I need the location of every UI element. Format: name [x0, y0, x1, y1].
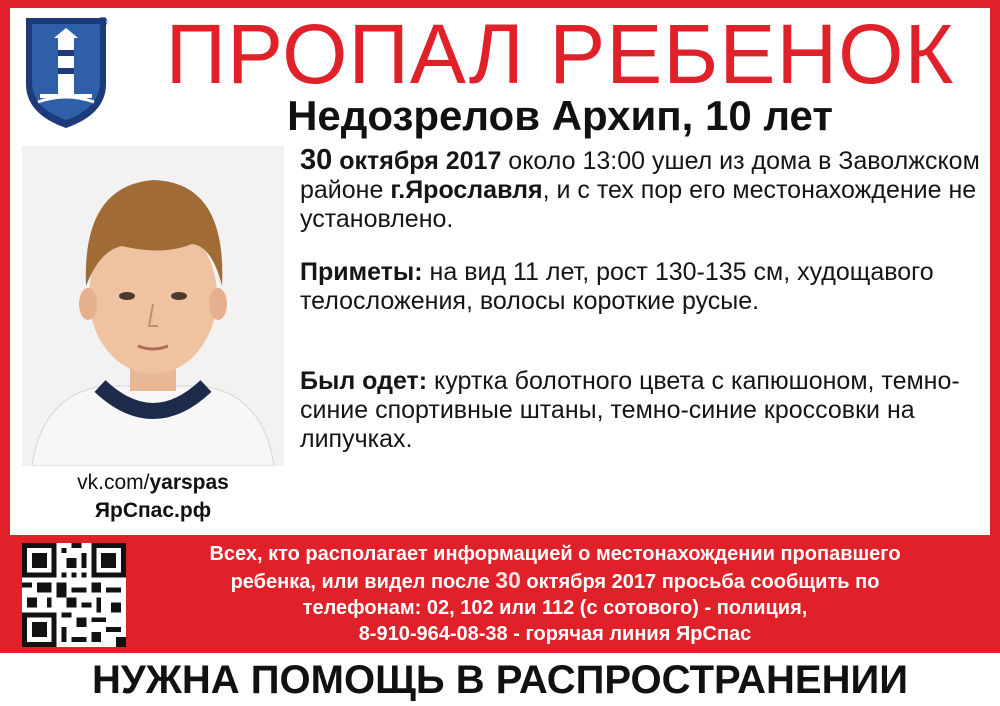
notice-day: 30	[495, 567, 521, 593]
notice-line-2b: октября 2017 просьба сообщить по	[520, 571, 880, 593]
vk-handle: yarspas	[149, 471, 229, 494]
disappearance-city: г.Ярославля	[390, 176, 543, 204]
clothing-label: Был одет:	[300, 367, 428, 395]
notice-line-1: Всех, кто располагает информацией о местонахождении пропавшего	[209, 543, 901, 565]
disappearance-paragraph	[300, 146, 980, 234]
child-name-age: Недозрелов Архип, 10 лет	[287, 92, 833, 139]
vk-prefix: vk.com/	[77, 471, 150, 494]
hotline-label: - горячая линия ЯрСпас	[507, 623, 752, 645]
website-link[interactable]: ЯрСпас.рф	[94, 499, 212, 522]
clothing-text: куртка болотного цвета с капюшоном, темно-синие спортивные штаны, темно-синие кроссовки на липучках.	[300, 367, 960, 453]
disappearance-text-a: около 13:00 ушел из дома в Заволжском районе	[300, 147, 980, 204]
notice-line-2a: ребенка, или видел после	[230, 571, 496, 593]
poster-headline: ПРОПАЛ РЕБЕНОК	[165, 7, 955, 101]
disappearance-month-year: октября 2017	[332, 147, 502, 175]
yarspas-logo	[18, 14, 114, 132]
notice-line-3: телефонам: 02, 102 или 112 (с сотового) - полиция,	[302, 597, 808, 619]
notice-line-2	[140, 567, 970, 595]
information-request	[140, 541, 970, 647]
disappearance-day: 30	[300, 144, 333, 176]
clothing-paragraph	[300, 367, 980, 454]
vk-link[interactable]	[22, 470, 284, 496]
copyright-mark: ©	[98, 14, 108, 29]
features-label: Приметы:	[300, 258, 423, 286]
child-photo	[22, 146, 284, 466]
qr-code[interactable]	[22, 543, 126, 647]
disappearance-text-b: , и с тех пор его местонахождение не установлено.	[300, 176, 977, 233]
footer-call-to-action: НУЖНА ПОМОЩЬ В РАСПРОСТРАНЕНИИ	[91, 658, 908, 702]
features-paragraph	[300, 258, 980, 316]
hotline-phone[interactable]: 8-910-964-08-38	[358, 623, 508, 645]
features-text: на вид 11 лет, рост 130-135 см, худощавого телосложения, волосы короткие русые.	[300, 258, 934, 315]
notice-line-4	[140, 621, 970, 647]
